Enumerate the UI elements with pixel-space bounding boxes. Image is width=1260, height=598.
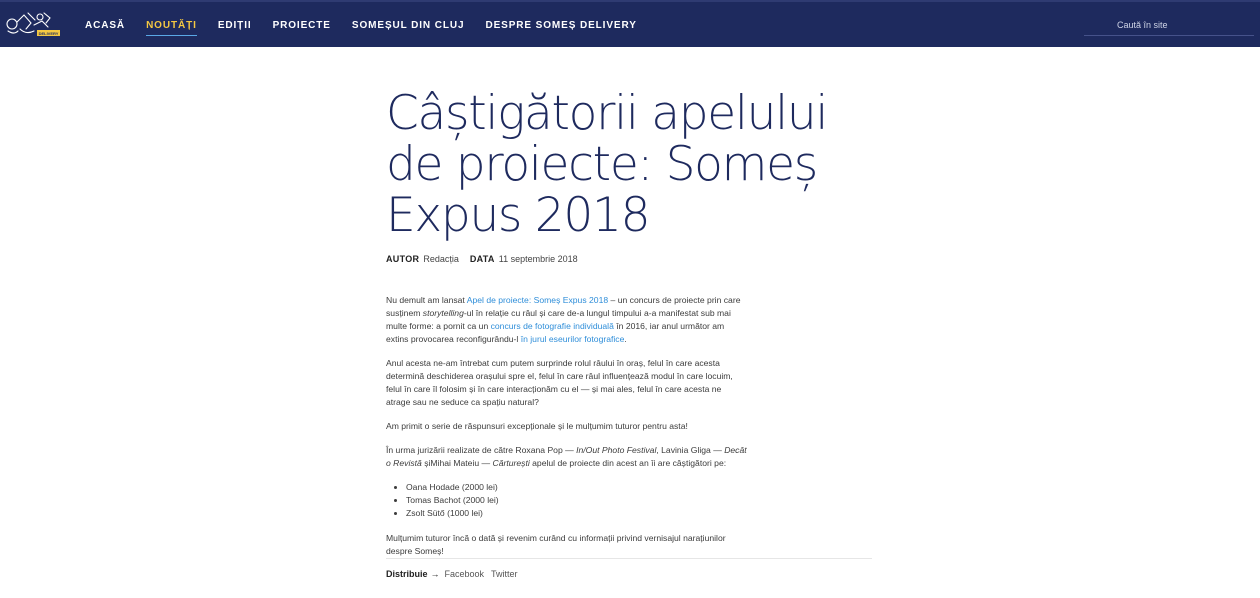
share-bar (386, 569, 525, 579)
text: Nu demult am lansat (386, 295, 467, 305)
text: în 2016, iar anul următor am extins provocarea reconfigurându-l (386, 321, 725, 344)
somes-delivery-logo[interactable] (4, 9, 62, 39)
article-date: 11 septembrie 2018 (498, 254, 578, 264)
article-title: Câștigătorii apelului de proiecte: Someș Expus 2018 (386, 86, 828, 243)
date-label: DATA (469, 254, 495, 264)
share-facebook-link[interactable]: Facebook (444, 569, 485, 579)
text: , Lavinia Gliga — (656, 445, 725, 455)
nav-item-despre[interactable]: DESPRE SOMEȘ DELIVERY (485, 20, 637, 31)
divider (386, 558, 872, 559)
text: – un concurs de proiecte prin care susținem (386, 295, 741, 318)
text: apelul de proiecte din acest an îi are câștigători pe: (529, 458, 727, 468)
logo-badge-text: DELIVERY (38, 30, 59, 36)
paragraph-thanks: Am primit o serie de răspunsuri excepționale și le mulțumim tuturor pentru asta! (386, 421, 688, 431)
main-nav (85, 2, 658, 49)
text: -ul în relație cu râul și care de-a lungul timpului a-a manifestat sub mai multe forme: a pornit ca un (386, 308, 731, 331)
text: În urma jurizării realizate de către Roxana Pop — (386, 445, 577, 455)
link-eseuri-fotografice[interactable]: în jurul eseurilor fotografice (520, 334, 625, 344)
share-label: Distribuie (386, 569, 428, 579)
link-concurs-fotografie[interactable]: concurs de fotografie individuală (490, 321, 614, 331)
author-name: Redacția (423, 254, 459, 264)
list-item: • Zsolt Sütő (1000 lei) (406, 507, 748, 520)
list-item: • Oana Hodade (2000 lei) (406, 481, 748, 494)
article-meta (386, 254, 876, 264)
text: șiMihai Mateiu — (421, 458, 493, 468)
author-label: AUTOR (386, 254, 420, 264)
paragraph-jury (386, 444, 748, 470)
nav-item-proiecte[interactable]: PROIECTE (272, 20, 331, 31)
nav-item-editii[interactable]: EDIȚII (217, 20, 252, 31)
emphasis: storytelling (422, 308, 464, 318)
emphasis: Cărturești (492, 458, 530, 468)
top-navigation-bar (0, 0, 1260, 47)
arrow-right-icon: → (430, 569, 440, 579)
share-twitter-link[interactable]: Twitter (491, 569, 518, 579)
winners-list (406, 481, 748, 520)
article-body (386, 294, 748, 558)
nav-item-somesul-din-cluj[interactable]: SOMEȘUL DIN CLUJ (351, 20, 465, 31)
text: . (624, 334, 627, 344)
search-input[interactable] (1084, 14, 1254, 36)
emphasis: Decât o Revistă (386, 445, 747, 468)
paragraph-closing: Mulțumim tuturor încă o dată și revenim curând cu informații privind vernisajul narațiunilor despre Someș! (386, 533, 726, 556)
link-apel-de-proiecte[interactable]: Apel de proiecte: Someș Expus 2018 (466, 295, 609, 305)
nav-item-noutati[interactable]: NOUTĂȚI (146, 2, 197, 49)
emphasis: In/Out Photo Festival (576, 445, 657, 455)
paragraph-question: Anul acesta ne-am întrebat cum putem surprinde rolul râului în oraș, felul în care acesta determină deschiderea orașului spre el, felul în care râul influențează modul în care locuim, felul în care îl folosim și în care interacționăm cu el — și mai ales, felul în care acesta ne atrage sau ne seduce ca spațiu natural? (386, 358, 733, 407)
article (386, 88, 876, 569)
nav-item-acasa[interactable]: ACASĂ (85, 20, 126, 31)
paragraph-intro (386, 294, 748, 346)
list-item: • Tomas Bachot (2000 lei) (406, 494, 748, 507)
